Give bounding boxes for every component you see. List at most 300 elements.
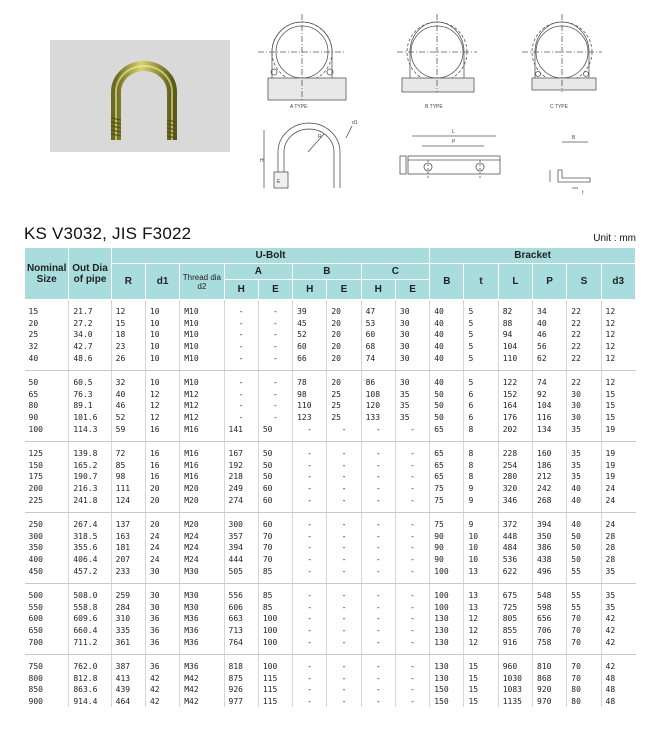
table-cell: - (361, 601, 395, 613)
table-cell: 50 (430, 412, 464, 424)
table-row (25, 672, 636, 684)
table-cell: 192 (224, 460, 258, 472)
table-cell: 19 (605, 460, 616, 470)
table-cell: 706 (533, 625, 567, 637)
table-cell: 259 (111, 583, 145, 601)
table-cell: - (327, 471, 361, 483)
table-cell: - (293, 471, 327, 483)
table-cell: - (327, 441, 361, 459)
table-cell: 55 (567, 601, 601, 613)
table-cell: 50 (258, 471, 292, 483)
table-cell: 216.3 (69, 483, 111, 495)
table-cell: 70 (258, 554, 292, 566)
table-cell: M10 (180, 318, 224, 330)
table-cell: 120 (361, 400, 395, 412)
table-cell: - (327, 483, 361, 495)
table-cell: - (293, 554, 327, 566)
table-cell: 24 (145, 531, 179, 543)
table-cell: 622 (498, 565, 532, 583)
table-cell: M24 (180, 554, 224, 566)
dim-label-e: E (277, 179, 281, 185)
table-row (25, 389, 636, 401)
table-cell: 8 (464, 423, 498, 441)
table-cell: 46 (111, 400, 145, 412)
table-cell: 361 (111, 636, 145, 654)
table-cell: - (327, 423, 361, 441)
table-cell: 50 (430, 400, 464, 412)
table-cell: - (395, 672, 429, 684)
table-cell: 810 (533, 654, 567, 672)
table-cell: 40 (430, 370, 464, 388)
table-cell: - (258, 352, 292, 370)
table-cell: 10 (464, 554, 498, 566)
header-c: C (361, 264, 430, 280)
table-cell: 55 (567, 565, 601, 583)
table-cell: M24 (180, 542, 224, 554)
table-cell: 10 (464, 542, 498, 554)
table-cell: 20 (145, 483, 179, 495)
table-cell: 8 (464, 460, 498, 472)
table-cell: 89.1 (69, 400, 111, 412)
table-cell: - (293, 601, 327, 613)
header-bracket-t: t (464, 264, 498, 300)
header-bracket-s: S (567, 264, 601, 300)
table-cell: 46 (533, 329, 567, 341)
table-row (25, 352, 636, 370)
table-cell: 12 (605, 318, 616, 328)
header-b: B (293, 264, 362, 280)
table-cell: M12 (180, 412, 224, 424)
table-cell: 60 (361, 329, 395, 341)
table-cell: 52 (293, 329, 327, 341)
table-cell: 25 (327, 412, 361, 424)
table-cell: 372 (498, 512, 532, 530)
table-cell: 88 (498, 318, 532, 330)
header-a-h: H (224, 280, 258, 300)
table-cell: 50 (567, 542, 601, 554)
table-cell: 20 (327, 352, 361, 370)
table-cell: 350 (533, 531, 567, 543)
table-cell: 10 (464, 531, 498, 543)
table-cell: 80 (567, 684, 601, 696)
table-cell: 444 (224, 554, 258, 566)
table-cell: 241.8 (69, 494, 111, 512)
table-cell: 484 (498, 542, 532, 554)
header-bracket-b: B (430, 264, 464, 300)
table-cell: 115 (258, 672, 292, 684)
table-row (25, 531, 636, 543)
table-cell: 10 (145, 370, 179, 388)
table-cell: - (224, 400, 258, 412)
table-cell: 152 (498, 389, 532, 401)
table-cell: 970 (533, 696, 567, 708)
table-cell: 26 (111, 352, 145, 370)
table-cell: 550 (25, 601, 69, 613)
table-cell: 22 (567, 352, 601, 370)
table-cell: - (293, 654, 327, 672)
table-cell: 24 (605, 484, 616, 494)
table-cell: 35 (601, 565, 635, 583)
table-cell: 394 (533, 512, 567, 530)
table-cell: - (395, 460, 429, 472)
table-cell: 60 (293, 341, 327, 353)
table-cell: - (395, 565, 429, 583)
header-ubolt: U-Bolt (111, 248, 430, 264)
table-cell: 60.5 (69, 370, 111, 388)
table-cell: 82 (498, 300, 532, 318)
table-cell: 15 (464, 684, 498, 696)
table-cell: 34.0 (69, 329, 111, 341)
table-cell: M16 (180, 471, 224, 483)
table-cell: 70 (258, 531, 292, 543)
table-cell: 505 (224, 565, 258, 583)
table-cell: - (395, 554, 429, 566)
table-cell: 5 (464, 352, 498, 370)
table-cell: 85 (258, 583, 292, 601)
table-cell: 70 (567, 654, 601, 672)
table-cell: 30 (145, 583, 179, 601)
table-cell: 15 (605, 401, 616, 411)
table-cell: 78 (293, 370, 327, 388)
table-cell: - (361, 531, 395, 543)
table-cell: 50 (258, 460, 292, 472)
table-cell: M10 (180, 341, 224, 353)
table-cell: 30 (395, 341, 429, 353)
table-cell: - (395, 613, 429, 625)
table-cell: 250 (25, 512, 69, 530)
table-cell: 19 (605, 472, 616, 482)
dim-label-b: B (572, 135, 576, 141)
table-cell: 104 (498, 341, 532, 353)
table-cell: 27.2 (69, 318, 111, 330)
table-cell: 35 (395, 412, 429, 424)
table-cell: 42 (605, 625, 616, 635)
table-cell: 12 (464, 636, 498, 654)
table-cell: - (361, 565, 395, 583)
table-cell: 68 (361, 341, 395, 353)
table-cell: M30 (180, 583, 224, 601)
header-bracket: Bracket (430, 248, 636, 264)
table-cell: 23 (111, 341, 145, 353)
table-cell: 40 (25, 352, 69, 370)
spec-table (24, 247, 636, 707)
table-cell: - (361, 512, 395, 530)
table-cell: 35 (567, 460, 601, 472)
table-cell: - (395, 654, 429, 672)
table-cell: 139.8 (69, 441, 111, 459)
table-cell: 72 (111, 441, 145, 459)
table-cell: 598 (533, 601, 567, 613)
table-cell: M12 (180, 389, 224, 401)
table-row (25, 483, 636, 495)
table-cell: 713 (224, 625, 258, 637)
table-cell: 16 (145, 460, 179, 472)
table-cell: 212 (533, 471, 567, 483)
table-cell: 137 (111, 512, 145, 530)
table-cell: 656 (533, 613, 567, 625)
table-row (25, 696, 636, 708)
header-thread-dia: Thread dia d2 (180, 264, 224, 300)
table-cell: - (293, 494, 327, 512)
table-cell: 15 (605, 413, 616, 423)
table-cell: M20 (180, 512, 224, 530)
table-cell: 280 (498, 471, 532, 483)
table-cell: 650 (25, 625, 69, 637)
table-cell: 12 (145, 400, 179, 412)
table-cell: 167 (224, 441, 258, 459)
table-cell: 20 (327, 329, 361, 341)
table-cell: 228 (498, 441, 532, 459)
table-cell: - (395, 423, 429, 441)
table-cell: 12 (145, 412, 179, 424)
table-cell: - (361, 613, 395, 625)
table-cell: 104 (533, 400, 567, 412)
table-cell: 30 (395, 370, 429, 388)
table-cell: M20 (180, 483, 224, 495)
table-cell: 300 (224, 512, 258, 530)
table-cell: 40 (430, 341, 464, 353)
table-cell: 124 (111, 494, 145, 512)
table-cell: 30 (395, 352, 429, 370)
table-cell: 22 (567, 300, 601, 318)
table-cell: 536 (498, 554, 532, 566)
table-cell: - (293, 483, 327, 495)
table-cell: 150 (430, 684, 464, 696)
table-cell: 175 (25, 471, 69, 483)
table-cell: 268 (533, 494, 567, 512)
table-cell: 450 (25, 565, 69, 583)
table-cell: 548 (533, 583, 567, 601)
table-cell: M30 (180, 601, 224, 613)
table-cell: 22 (567, 329, 601, 341)
table-cell: 1083 (498, 684, 532, 696)
table-cell: - (258, 341, 292, 353)
table-cell: 20 (145, 512, 179, 530)
table-cell: 32 (111, 370, 145, 388)
table-cell: 150 (25, 460, 69, 472)
table-cell: 818 (224, 654, 258, 672)
table-cell: M42 (180, 696, 224, 708)
table-cell: 508.0 (69, 583, 111, 601)
table-cell: 32 (25, 341, 69, 353)
table-cell: 10 (145, 341, 179, 353)
table-cell: 5 (464, 370, 498, 388)
table-cell: 21.7 (69, 300, 111, 318)
table-cell: - (395, 441, 429, 459)
table-cell: 28 (605, 531, 616, 541)
standard-title: KS V3032, JIS F3022 (24, 224, 192, 243)
table-cell: - (258, 389, 292, 401)
table-cell: - (224, 412, 258, 424)
table-cell: 110 (293, 400, 327, 412)
table-cell: 70 (567, 613, 601, 625)
table-cell: 762.0 (69, 654, 111, 672)
table-cell: 30 (567, 412, 601, 424)
table-cell: - (293, 684, 327, 696)
table-cell: M24 (180, 531, 224, 543)
table-cell: 663 (224, 613, 258, 625)
table-cell: M16 (180, 423, 224, 441)
table-cell: 12 (145, 389, 179, 401)
table-cell: 111 (111, 483, 145, 495)
table-cell: 115 (258, 684, 292, 696)
table-row (25, 512, 636, 530)
table-cell: 320 (498, 483, 532, 495)
table-cell: 42 (605, 662, 616, 672)
table-cell: 357 (224, 531, 258, 543)
table-cell: 977 (224, 696, 258, 708)
table-cell: 35 (567, 471, 601, 483)
table-cell: 50 (567, 554, 601, 566)
table-cell: 98 (293, 389, 327, 401)
table-cell: 30 (567, 400, 601, 412)
table-cell: - (395, 684, 429, 696)
table-cell: 141 (224, 423, 258, 441)
table-cell: 12 (601, 352, 635, 370)
table-cell: 10 (145, 318, 179, 330)
table-cell: 116 (533, 412, 567, 424)
table-row (25, 565, 636, 583)
table-row (25, 460, 636, 472)
table-cell: - (395, 636, 429, 654)
table-cell: - (327, 554, 361, 566)
table-cell: 114.3 (69, 423, 111, 441)
table-cell: 30 (145, 565, 179, 583)
table-cell: - (327, 672, 361, 684)
table-cell: 40 (430, 300, 464, 318)
table-cell: 5 (464, 329, 498, 341)
table-cell: 20 (145, 494, 179, 512)
table-cell: 22 (567, 318, 601, 330)
table-cell: M10 (180, 300, 224, 318)
table-cell: 15 (25, 300, 69, 318)
table-cell: 40 (567, 494, 601, 512)
table-cell: 48 (605, 696, 616, 706)
table-cell: 812.8 (69, 672, 111, 684)
table-cell: 19 (601, 423, 635, 441)
table-cell: 267.4 (69, 512, 111, 530)
table-cell: 225 (25, 494, 69, 512)
table-cell: 900 (25, 696, 69, 708)
table-cell: 90 (25, 412, 69, 424)
table-cell: 15 (464, 696, 498, 708)
table-cell: 62 (533, 352, 567, 370)
table-cell: - (395, 512, 429, 530)
table-row (25, 654, 636, 672)
table-cell: - (327, 613, 361, 625)
table-cell: 59 (111, 423, 145, 441)
dim-label-l: L (452, 129, 455, 135)
table-cell: M36 (180, 654, 224, 672)
table-cell: 186 (533, 460, 567, 472)
table-cell: 725 (498, 601, 532, 613)
table-cell: 606 (224, 601, 258, 613)
table-cell: M10 (180, 370, 224, 388)
table-cell: 66 (293, 352, 327, 370)
table-cell: 10 (145, 300, 179, 318)
table-cell: - (327, 460, 361, 472)
table-cell: 65 (430, 460, 464, 472)
table-cell: 318.5 (69, 531, 111, 543)
table-cell: 20 (327, 300, 361, 318)
table-cell: 863.6 (69, 684, 111, 696)
table-cell: 70 (567, 672, 601, 684)
table-cell: - (293, 625, 327, 637)
table-cell: 50 (258, 423, 292, 441)
table-cell: 750 (25, 654, 69, 672)
table-cell: 30 (567, 389, 601, 401)
table-cell: 48.6 (69, 352, 111, 370)
table-cell: 1030 (498, 672, 532, 684)
table-row (25, 412, 636, 424)
table-cell: M16 (180, 460, 224, 472)
table-cell: 176 (498, 412, 532, 424)
table-cell: 207 (111, 554, 145, 566)
table-cell: 90 (430, 554, 464, 566)
table-row (25, 423, 636, 441)
dim-label-p: P (452, 139, 456, 145)
header-c-h: H (361, 280, 395, 300)
table-cell: 85 (258, 601, 292, 613)
table-cell: 346 (498, 494, 532, 512)
table-row (25, 554, 636, 566)
table-cell: 53 (361, 318, 395, 330)
table-cell: - (361, 625, 395, 637)
table-cell: 20 (327, 370, 361, 388)
table-cell: 150 (430, 696, 464, 708)
table-cell: 101.6 (69, 412, 111, 424)
table-row (25, 400, 636, 412)
table-cell: 464 (111, 696, 145, 708)
table-cell: - (327, 565, 361, 583)
table-cell: 35 (395, 400, 429, 412)
table-cell: 40 (533, 318, 567, 330)
header-b-e: E (327, 280, 361, 300)
table-cell: 50 (430, 389, 464, 401)
table-cell: 60 (258, 494, 292, 512)
table-cell: 875 (224, 672, 258, 684)
table-cell: - (258, 370, 292, 388)
a-type-drawing (258, 14, 346, 100)
table-cell: - (327, 654, 361, 672)
table-cell: 24 (605, 520, 616, 530)
header-c-e: E (395, 280, 429, 300)
table-cell: - (258, 318, 292, 330)
table-cell: - (361, 460, 395, 472)
table-cell: 35 (605, 591, 616, 601)
table-cell: 916 (498, 636, 532, 654)
table-cell: - (258, 412, 292, 424)
table-cell: - (293, 565, 327, 583)
table-cell: 85 (258, 565, 292, 583)
table-cell: 25 (327, 389, 361, 401)
table-cell: 123 (293, 412, 327, 424)
table-cell: 8 (464, 471, 498, 483)
header-b-h: H (293, 280, 327, 300)
table-cell: M12 (180, 400, 224, 412)
table-cell: - (327, 636, 361, 654)
table-row (25, 341, 636, 353)
table-cell: 30 (395, 329, 429, 341)
table-cell: - (293, 672, 327, 684)
table-cell: - (361, 583, 395, 601)
table-cell: 22 (567, 370, 601, 388)
table-cell: - (361, 554, 395, 566)
table-cell: 8 (464, 441, 498, 459)
table-cell: 80 (567, 696, 601, 708)
table-cell: 406.4 (69, 554, 111, 566)
table-cell: 115 (258, 696, 292, 708)
